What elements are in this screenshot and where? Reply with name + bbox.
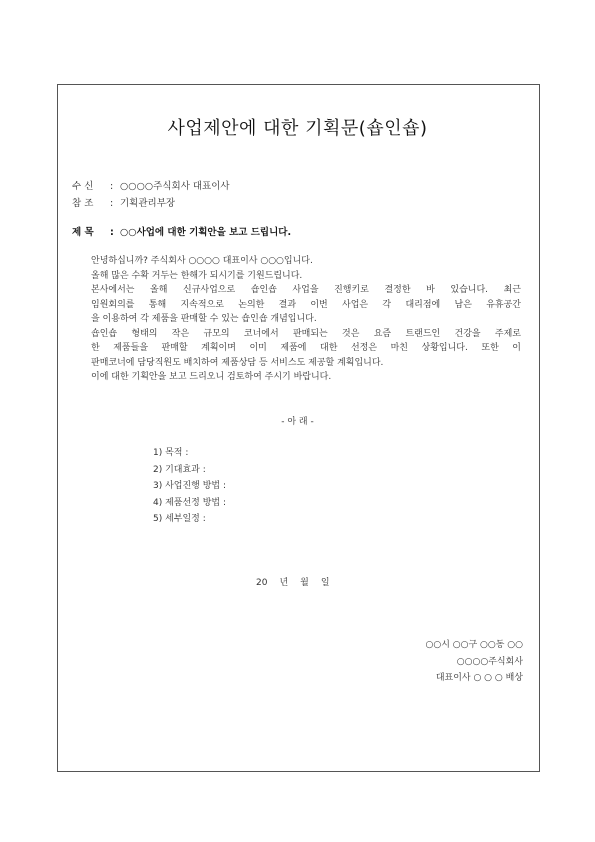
reference-row	[72, 195, 175, 209]
date-year: 20	[256, 578, 268, 588]
date-month-unit: 월	[300, 578, 309, 588]
body-line: 올해 많은 수확 거두는 한해가 되시기를 기원드립니다.	[91, 270, 303, 281]
body-line: 한 제품들을 판매할 계획이며 이미 제품에 대한 선정은 마친 상황입니다. 또한 이	[91, 343, 521, 353]
reference-label: 참 조	[72, 198, 94, 209]
sender-company: ○○○○주식회사	[456, 656, 523, 667]
sender-address: ○○시 ○○구 ○○동 ○○	[425, 640, 523, 650]
letter-body	[91, 254, 521, 385]
colon: :	[110, 198, 114, 209]
are-heading: - 아 래 -	[281, 417, 314, 427]
recipient-label: 수 신	[72, 181, 94, 192]
document-date	[256, 575, 342, 588]
colon: :	[110, 227, 114, 238]
list-item: 4) 제품선정 방법 :	[153, 497, 227, 508]
sender-ceo: 대표이사 ○ ○ ○ 배상	[435, 673, 523, 683]
list-item: 5) 세부일정 :	[153, 514, 206, 524]
list-item: 2) 기대효과 :	[153, 464, 206, 475]
body-line: 임원회의를 통해 지속적으로 논의한 결과 이번 사업은 각 대리점에 남은 유휴공간	[91, 299, 521, 310]
date-year-unit: 년	[279, 578, 289, 588]
date-day-unit: 일	[320, 578, 330, 588]
recipient-row	[72, 178, 230, 192]
body-line: 안녕하십니까? 주식회사 ○○○○ 대표이사 ○○○입니다.	[91, 256, 313, 266]
document-title: 사업제안에 대한 기획문(숍인숍)	[167, 118, 428, 139]
sender-block	[426, 637, 524, 687]
subject-row	[72, 224, 291, 238]
list-item: 3) 사업진행 방법 :	[153, 481, 227, 491]
body-line: 이에 대한 기획안을 보고 드리오니 검토하여 주시기 바랍니다.	[91, 372, 332, 382]
recipient-value: ○○○○주식회사 대표이사	[120, 181, 230, 192]
body-line: 본사에서는 올해 신규사업으로 숍인숍 사업을 진행키로 결정한 바 있습니다. 최근	[91, 285, 521, 295]
subject-label: 제 목	[72, 227, 94, 238]
body-line: 을 이용하여 각 제품을 판매할 수 있는 숍인숍 개념입니다.	[91, 314, 317, 324]
body-line: 판매코너에 담당직원도 배치하여 제품상담 등 서비스도 제공할 계획입니다.	[91, 357, 384, 368]
list-item: 1) 목적 :	[153, 448, 189, 458]
subject-value: ○○사업에 대한 기획안을 보고 드립니다.	[120, 227, 292, 238]
body-line: 숍인숍 형태의 작은 규모의 코너에서 판매되는 것은 요즘 트랜드인 건강을 주제로	[91, 328, 521, 339]
item-list	[153, 445, 226, 528]
colon: :	[110, 181, 114, 192]
reference-value: 기획관리부장	[120, 198, 176, 209]
